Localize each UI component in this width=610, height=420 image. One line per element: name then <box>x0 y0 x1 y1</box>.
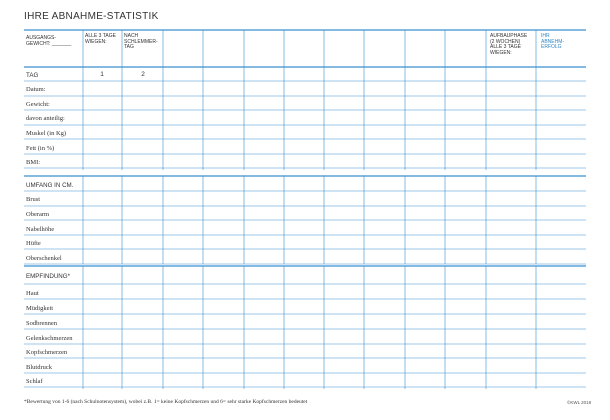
row-label-datum: Datum: <box>26 86 46 93</box>
starting-weight-label: AUSGANGS- GEWICHT: _______ <box>26 35 72 47</box>
row-label-oberschenkel: Oberschenkel <box>26 255 62 262</box>
row-label-fett: Fett (in %) <box>26 145 55 152</box>
row-label-huefte: Hüfte <box>26 240 41 247</box>
day-2-number: 2 <box>141 71 145 78</box>
row-label-kopfschmerzen: Kopfschmerzen <box>26 349 68 356</box>
row-label-nabelhoehe: Nabelhöhe <box>26 226 55 233</box>
row-label-muedigkeit: Müdigkeit <box>26 305 54 312</box>
row-label-gewicht: Gewicht: <box>26 101 50 108</box>
section-empfindung-title: EMPFINDUNG* <box>26 273 71 280</box>
row-label-schlaf: Schlaf <box>26 378 43 385</box>
page-title: IHRE ABNAHME-STATISTIK <box>24 11 159 22</box>
build-phase-header: AUFBAUPHASE (2 WOCHEN) ALLE 3 TAGE WIEGEN: <box>490 33 528 56</box>
row-label-muskel: Muskel (in Kg) <box>26 130 67 137</box>
section-umfang-title: UMFANG IN CM. <box>26 182 74 189</box>
row-label-blutdruck: Blutdruck <box>26 364 52 371</box>
row-label-anteilig: davon anteilig: <box>26 115 65 122</box>
tag-label: TAG <box>26 72 39 79</box>
row-label-brust: Brust <box>26 196 41 203</box>
footnote: *Bewertung von 1-6 (nach Schulnotensystem), wobei z.B. 1= keine Kopfschmerzen und 6= sehr starke Kopfschmerzen bedeutet <box>24 399 308 405</box>
day-1-number: 1 <box>100 71 104 78</box>
copyright: ©KWL 2019 <box>567 400 592 405</box>
every-3-days-header: ALLE 3 TAGE WIEGEN: <box>85 33 116 45</box>
row-label-gelenkschmerzen: Gelenkschmerzen <box>26 335 73 342</box>
row-label-oberarm: Oberarm <box>26 211 50 218</box>
row-label-sodbrennen: Sodbrennen <box>26 320 58 327</box>
weight-loss-success-header: IHR ABNEHM- ERFOLG <box>541 33 565 51</box>
row-label-bmi: BMI: <box>26 159 41 166</box>
row-label-haut: Haut <box>26 290 39 297</box>
after-feast-day-header: NACH SCHLEMMER- TAG <box>124 33 158 51</box>
